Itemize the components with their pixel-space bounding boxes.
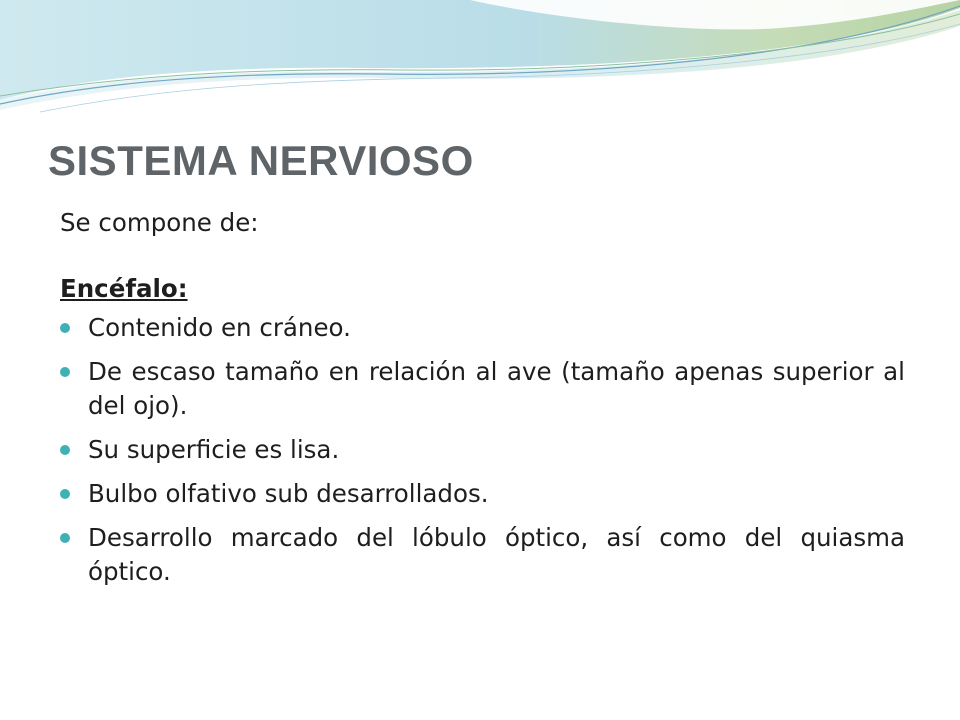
header-swoosh-decoration [0,0,960,130]
slide-title: SISTEMA NERVIOSO [48,137,474,184]
bullet-text: Su superficie es lisa. [88,435,340,464]
bullet-item [60,355,905,423]
bullet-list [60,311,905,589]
bullet-item [60,433,905,467]
section-heading-encefalo: Encéfalo: [60,274,188,303]
bullet-text: Bulbo olfativo sub desarrollados. [88,479,489,508]
bullet-item [60,311,905,345]
bullet-item [60,477,905,511]
slide-content [60,206,905,599]
bullet-icon [60,445,70,455]
bullet-icon [60,367,70,377]
bullet-icon [60,533,70,543]
bullet-icon [60,323,70,333]
bullet-item [60,521,905,589]
bullet-text: Contenido en cráneo. [88,313,351,342]
bullet-icon [60,489,70,499]
bullet-text: Desarrollo marcado del lóbulo óptico, así como del quiasma óptico. [88,523,905,586]
intro-text: Se compone de: [60,208,259,237]
bullet-text: De escaso tamaño en relación al ave (tamaño apenas superior al del ojo). [88,357,905,420]
